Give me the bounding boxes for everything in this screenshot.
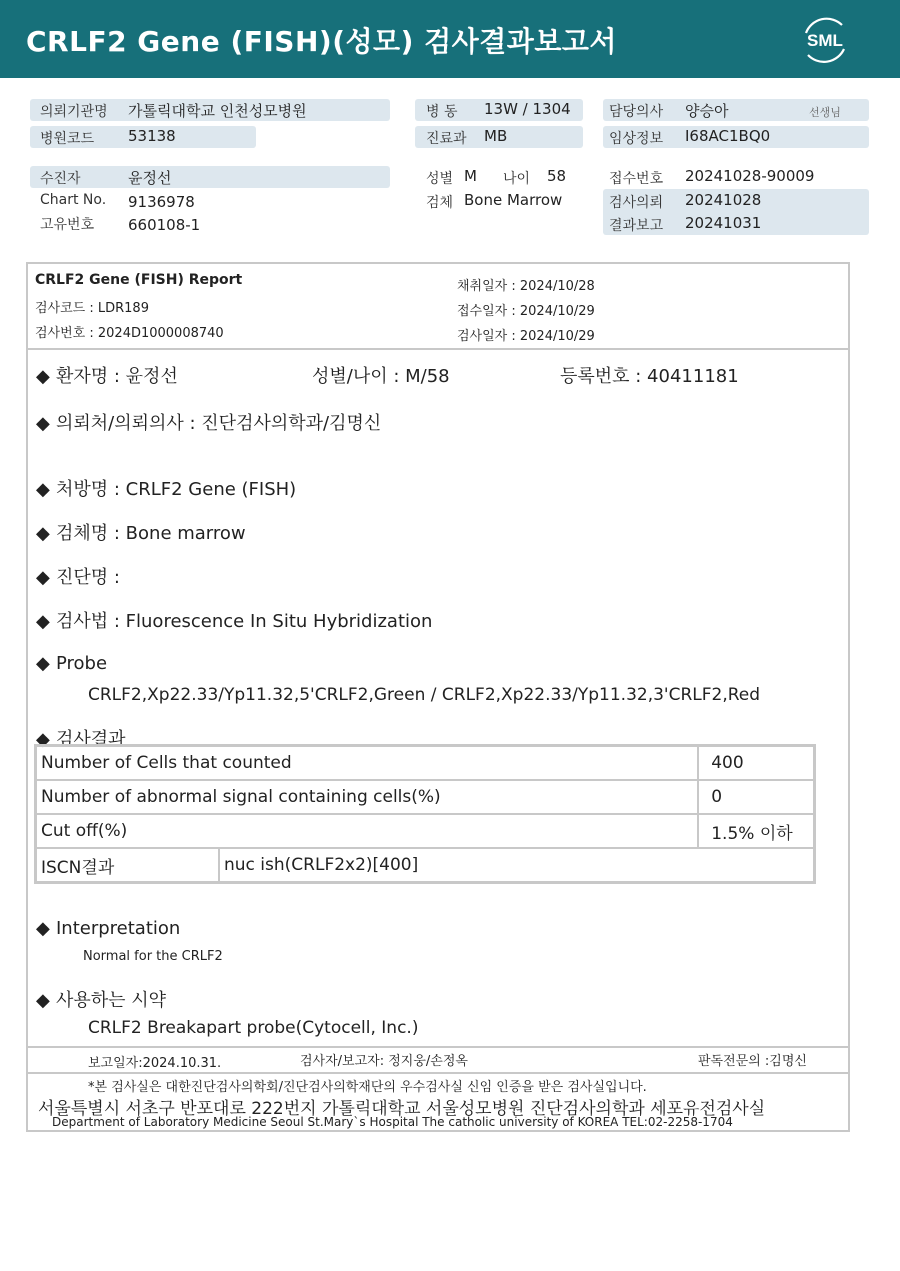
table-cell-value: 0 — [698, 780, 814, 814]
result-table — [34, 744, 816, 884]
request-value: 20241028 — [685, 191, 762, 209]
receive-date: 접수일자 : 2024/10/29 — [457, 304, 595, 319]
hospital-value: 가톨릭대학교 인천성모병원 — [128, 102, 307, 120]
test-date: 검사일자 : 2024/10/29 — [457, 329, 595, 344]
patient-label: 수진자 — [40, 171, 81, 187]
ward-label: 병 동 — [426, 104, 458, 120]
iscn-value: nuc ish(CRLF2x2)[400] — [219, 848, 815, 883]
patient-box — [30, 166, 390, 188]
table-row — [36, 780, 815, 814]
interpretation-text: Normal for the CRLF2 — [83, 949, 223, 964]
logo-text: SML — [807, 31, 843, 50]
iscn-label: ISCN결과 — [36, 848, 220, 883]
patient-line: ◆ 환자명 : 윤정선 — [36, 366, 178, 387]
probe-text: CRLF2,Xp22.33/Yp11.32,5'CRLF2,Green / CRLF2,Xp22.33/Yp11.32,3'CRLF2,Red — [88, 685, 761, 705]
doctor-value: 양승아 — [685, 102, 729, 120]
report-meta — [28, 264, 848, 350]
table-row — [36, 848, 815, 883]
result-value: 20241031 — [685, 214, 762, 232]
test-number: 검사번호 : 2024D1000008740 — [35, 326, 224, 341]
clinical-value: I68AC1BQ0 — [685, 127, 771, 145]
tester: 검사자/보고자: 정지웅/손정옥 — [300, 1054, 468, 1069]
table-cell-value: 1.5% 이하 — [698, 814, 814, 848]
report-header — [0, 0, 900, 78]
reading-doctor: 판독전문의 :김명신 — [698, 1054, 807, 1069]
sex-value: M — [464, 167, 477, 185]
doctor-label: 담당의사 — [609, 104, 664, 120]
request-label: 검사의뢰 — [609, 195, 664, 211]
doctor-suffix: 선생님 — [809, 106, 841, 119]
uid-label: 고유번호 — [40, 217, 95, 233]
test-code: 검사코드 : LDR189 — [35, 301, 149, 316]
reagent-heading: ◆ 사용하는 시약 — [36, 990, 167, 1011]
table-cell-label: Cut off(%) — [36, 814, 699, 848]
registration-line: 등록번호 : 40411181 — [560, 366, 739, 387]
divider — [28, 1072, 848, 1074]
clinical-label: 임상정보 — [609, 131, 664, 147]
method-line: ◆ 검사법 : Fluorescence In Situ Hybridization — [36, 611, 433, 632]
divider — [28, 1046, 848, 1048]
collect-date: 채취일자 : 2024/10/28 — [457, 279, 595, 294]
prescription-line: ◆ 처방명 : CRLF2 Gene (FISH) — [36, 479, 297, 500]
table-cell-value: 400 — [698, 746, 814, 781]
dept-value: MB — [484, 127, 508, 145]
uid-value: 660108-1 — [128, 216, 201, 234]
report-date: 보고일자:2024.10.31. — [88, 1056, 222, 1071]
chart-value: 9136978 — [128, 193, 195, 211]
table-row — [36, 814, 815, 848]
table-cell-label: Number of Cells that counted — [36, 746, 699, 781]
referrer-line: ◆ 의뢰처/의뢰의사 : 진단검사의학과/김명신 — [36, 413, 382, 434]
result-heading: ◆ 검사결과 — [36, 729, 126, 750]
lab-address-english: Department of Laboratory Medicine Seoul St.Mary`s Hospital The catholic university of KOREA TEL:02-2258-1704 — [52, 1115, 733, 1129]
reagent-text: CRLF2 Breakapart probe(Cytocell, Inc.) — [88, 1018, 419, 1038]
page-title: CRLF2 Gene (FISH)(성모) 검사결과보고서 — [26, 25, 617, 58]
specimen-line: ◆ 검체명 : Bone marrow — [36, 523, 246, 544]
code-value: 53138 — [128, 127, 176, 145]
probe-heading: ◆ Probe — [36, 653, 108, 674]
report-title: CRLF2 Gene (FISH) Report — [35, 272, 243, 288]
diagnosis-line: ◆ 진단명 : — [36, 567, 120, 588]
specimen-label: 검체 — [426, 195, 454, 211]
age-label: 나이 — [503, 171, 531, 187]
code-label: 병원코드 — [40, 131, 95, 147]
table-cell-label: Number of abnormal signal containing cells(%) — [36, 780, 699, 814]
receipt-value: 20241028-90009 — [685, 167, 815, 185]
report-body — [26, 262, 850, 1132]
sex-label: 성별 — [426, 171, 454, 187]
sml-logo — [798, 13, 852, 67]
certification-note: *본 검사실은 대한진단검사의학회/진단검사의학재단의 우수검사실 신임 인증을 받은 검사실입니다. — [88, 1080, 647, 1095]
dept-label: 진료과 — [426, 131, 467, 147]
ward-value: 13W / 1304 — [484, 100, 571, 118]
hospital-label: 의뢰기관명 — [40, 104, 108, 120]
chart-label: Chart No. — [40, 192, 107, 208]
receipt-label: 접수번호 — [609, 171, 664, 187]
age-value: 58 — [547, 167, 567, 185]
lab-address: 서울특별시 서초구 반포대로 222번지 가톨릭대학교 서울성모병원 진단검사의학과 세포유전검사실 — [38, 1099, 766, 1119]
table-row — [36, 746, 815, 781]
interpretation-heading: ◆ Interpretation — [36, 918, 181, 939]
patient-value: 윤정선 — [128, 169, 172, 187]
sexage-line: 성별/나이 : M/58 — [312, 366, 450, 387]
result-label: 결과보고 — [609, 218, 664, 234]
specimen-value: Bone Marrow — [464, 191, 563, 209]
